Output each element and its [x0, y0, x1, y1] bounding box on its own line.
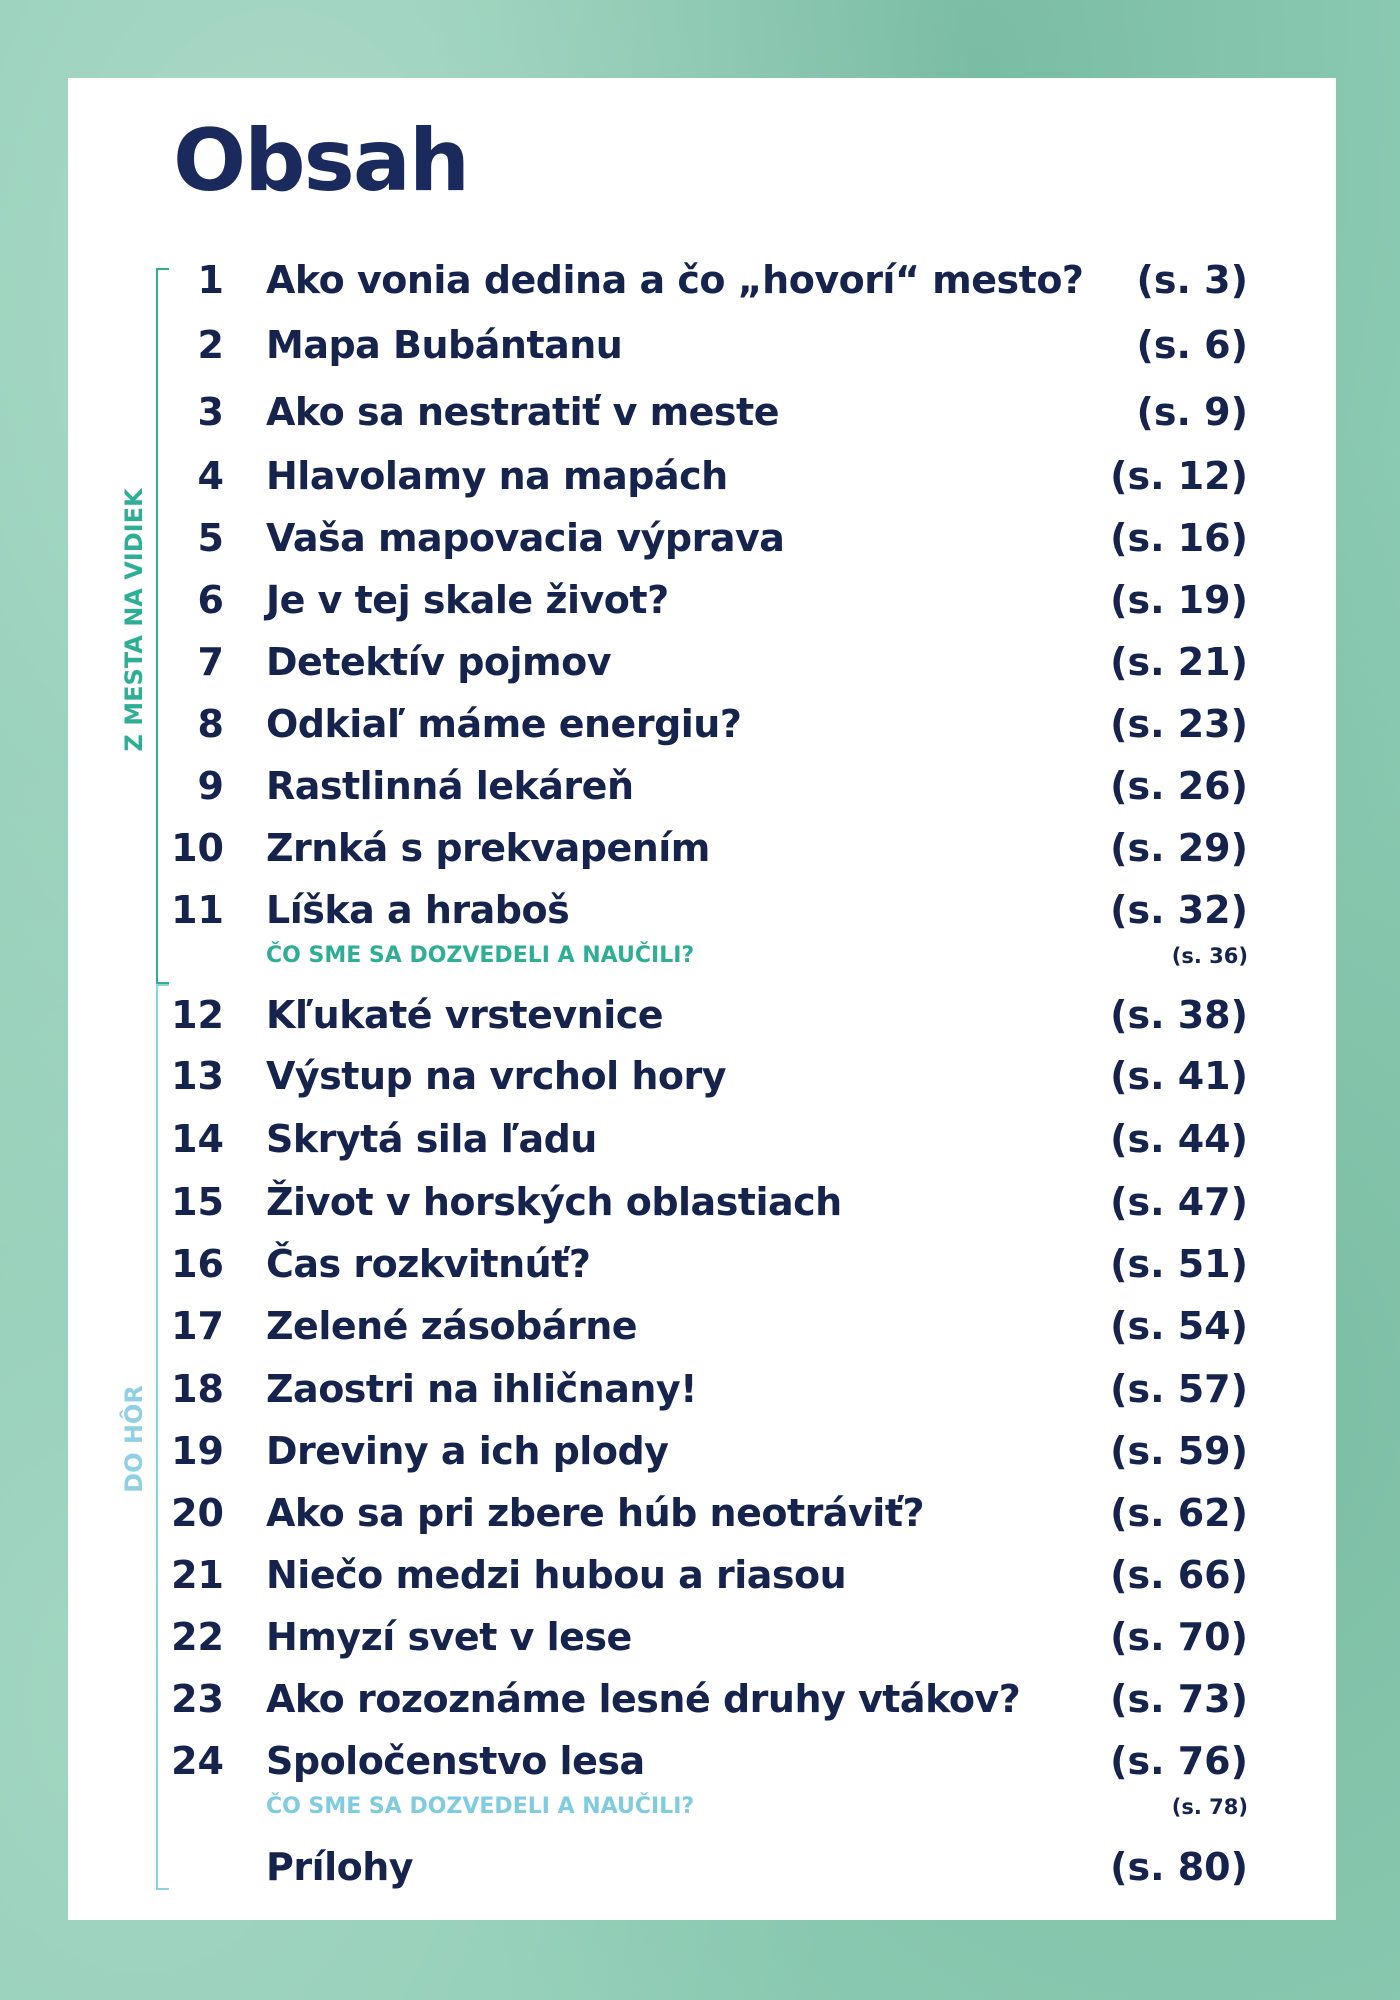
entry-number: 23: [171, 1677, 224, 1721]
appendix-title: Prílohy: [266, 1845, 414, 1889]
review-entry[interactable]: [68, 942, 1336, 970]
entry-page: (s. 32): [1110, 888, 1248, 932]
toc-entry[interactable]: [68, 1301, 1336, 1351]
entry-number: 2: [197, 323, 224, 367]
entry-title: Ako rozoznáme lesné druhy vtákov?: [266, 1677, 1021, 1721]
review-page: (s. 78): [1171, 1795, 1248, 1819]
entry-title: Zaostri na ihličnany!: [266, 1367, 698, 1411]
entry-number: 24: [171, 1739, 224, 1783]
toc-entry[interactable]: [68, 990, 1336, 1040]
entry-page: (s. 51): [1110, 1242, 1248, 1286]
toc-entry[interactable]: [68, 451, 1336, 501]
entry-page: (s. 47): [1110, 1180, 1248, 1224]
entry-page: (s. 19): [1110, 578, 1248, 622]
entry-title: Život v horských oblastiach: [266, 1180, 842, 1224]
toc-entry[interactable]: [68, 255, 1336, 305]
entry-number: 11: [171, 888, 224, 932]
entry-page: (s. 38): [1110, 993, 1248, 1037]
toc-entry[interactable]: [68, 575, 1336, 625]
entry-title: Ako vonia dedina a čo „hovorí“ mesto?: [266, 258, 1084, 302]
entry-number: 8: [197, 702, 224, 746]
toc-entry[interactable]: [68, 513, 1336, 563]
entry-page: (s. 12): [1110, 454, 1248, 498]
entry-title: Skrytá sila ľadu: [266, 1117, 597, 1161]
entry-number: 15: [171, 1180, 224, 1224]
toc-entry[interactable]: [68, 761, 1336, 811]
entry-page: (s. 26): [1110, 764, 1248, 808]
entry-page: (s. 29): [1110, 826, 1248, 870]
entry-page: (s. 23): [1110, 702, 1248, 746]
toc-entry[interactable]: [68, 637, 1336, 687]
entry-number: 9: [197, 764, 224, 808]
entry-page: (s. 41): [1110, 1054, 1248, 1098]
entry-page: (s. 70): [1110, 1615, 1248, 1659]
entry-page: (s. 21): [1110, 640, 1248, 684]
entry-page: (s. 3): [1136, 258, 1248, 302]
contents-card: [68, 78, 1336, 1920]
review-entry[interactable]: [68, 1793, 1336, 1821]
entry-page: (s. 6): [1136, 323, 1248, 367]
entry-number: 16: [171, 1242, 224, 1286]
entry-number: 20: [171, 1491, 224, 1535]
entry-title: Hlavolamy na mapách: [266, 454, 728, 498]
toc-entry[interactable]: [68, 1177, 1336, 1227]
toc-entry[interactable]: [68, 885, 1336, 935]
entry-title: Výstup na vrchol hory: [266, 1054, 726, 1098]
entry-number: 14: [171, 1117, 224, 1161]
toc-entry[interactable]: [68, 1736, 1336, 1786]
toc-entry[interactable]: [68, 1051, 1336, 1101]
entry-number: 19: [171, 1429, 224, 1473]
entry-page: (s. 73): [1110, 1677, 1248, 1721]
entry-title: Hmyzí svet v lese: [266, 1615, 632, 1659]
section-label-1: Z MESTA NA VIDIEK: [120, 488, 148, 752]
entry-title: Mapa Bubántanu: [266, 323, 623, 367]
entry-title: Spoločenstvo lesa: [266, 1739, 645, 1783]
entry-title: Zelené zásobárne: [266, 1304, 638, 1348]
entry-page: (s. 59): [1110, 1429, 1248, 1473]
toc-entry[interactable]: [68, 1674, 1336, 1724]
section-bracket-1: [156, 268, 170, 984]
section-label-2: DO HÔR: [120, 1385, 148, 1493]
entry-number: 17: [171, 1304, 224, 1348]
entry-title: Vaša mapovacia výprava: [266, 516, 785, 560]
entry-page: (s. 9): [1136, 390, 1248, 434]
entry-number: 10: [171, 826, 224, 870]
toc-entry[interactable]: [68, 1550, 1336, 1600]
review-title: ČO SME SA DOZVEDELI A NAUČILI?: [266, 943, 695, 968]
toc-entry[interactable]: [68, 1239, 1336, 1289]
entry-page: (s. 62): [1110, 1491, 1248, 1535]
entry-number: 5: [197, 516, 224, 560]
toc-entry[interactable]: [68, 1426, 1336, 1476]
toc-entry[interactable]: [68, 320, 1336, 370]
entry-number: 3: [197, 390, 224, 434]
toc-entry[interactable]: [68, 1612, 1336, 1662]
entry-title: Dreviny a ich plody: [266, 1429, 669, 1473]
toc-entry[interactable]: [68, 387, 1336, 437]
entry-number: 4: [197, 454, 224, 498]
entry-title: Kľukaté vrstevnice: [266, 993, 664, 1037]
entry-page: (s. 16): [1110, 516, 1248, 560]
entry-title: Rastlinná lekáreň: [266, 764, 634, 808]
entry-title: Čas rozkvitnúť?: [266, 1242, 591, 1286]
entry-title: Je v tej skale život?: [266, 578, 669, 622]
entry-number: 22: [171, 1615, 224, 1659]
entry-title: Ako sa pri zbere húb neotráviť?: [266, 1491, 925, 1535]
entry-number: 18: [171, 1367, 224, 1411]
entry-title: Ako sa nestratiť v meste: [266, 390, 779, 434]
entry-page: (s. 57): [1110, 1367, 1248, 1411]
entry-number: 12: [171, 993, 224, 1037]
entry-title: Detektív pojmov: [266, 640, 612, 684]
entry-page: (s. 54): [1110, 1304, 1248, 1348]
entry-page: (s. 66): [1110, 1553, 1248, 1597]
review-page: (s. 36): [1171, 944, 1248, 968]
entry-page: (s. 76): [1110, 1739, 1248, 1783]
toc-entry[interactable]: [68, 1488, 1336, 1538]
entry-title: Líška a hraboš: [266, 888, 570, 932]
entry-title: Niečo medzi hubou a riasou: [266, 1553, 847, 1597]
entry-page: (s. 44): [1110, 1117, 1248, 1161]
entry-number: 6: [197, 578, 224, 622]
toc-entry[interactable]: [68, 1114, 1336, 1164]
review-title: ČO SME SA DOZVEDELI A NAUČILI?: [266, 1794, 695, 1819]
entry-number: 1: [197, 258, 224, 302]
entry-title: Zrnká s prekvapením: [266, 826, 710, 870]
entry-number: 7: [197, 640, 224, 684]
appendix-page: (s. 80): [1110, 1845, 1248, 1889]
page-title: Obsah: [173, 111, 469, 211]
appendix-entry[interactable]: [68, 1842, 1336, 1892]
entry-number: 21: [171, 1553, 224, 1597]
entry-number: 13: [171, 1054, 224, 1098]
toc-entry[interactable]: [68, 1364, 1336, 1414]
toc-entry[interactable]: [68, 823, 1336, 873]
toc-entry[interactable]: [68, 699, 1336, 749]
entry-title: Odkiaľ máme energiu?: [266, 702, 742, 746]
